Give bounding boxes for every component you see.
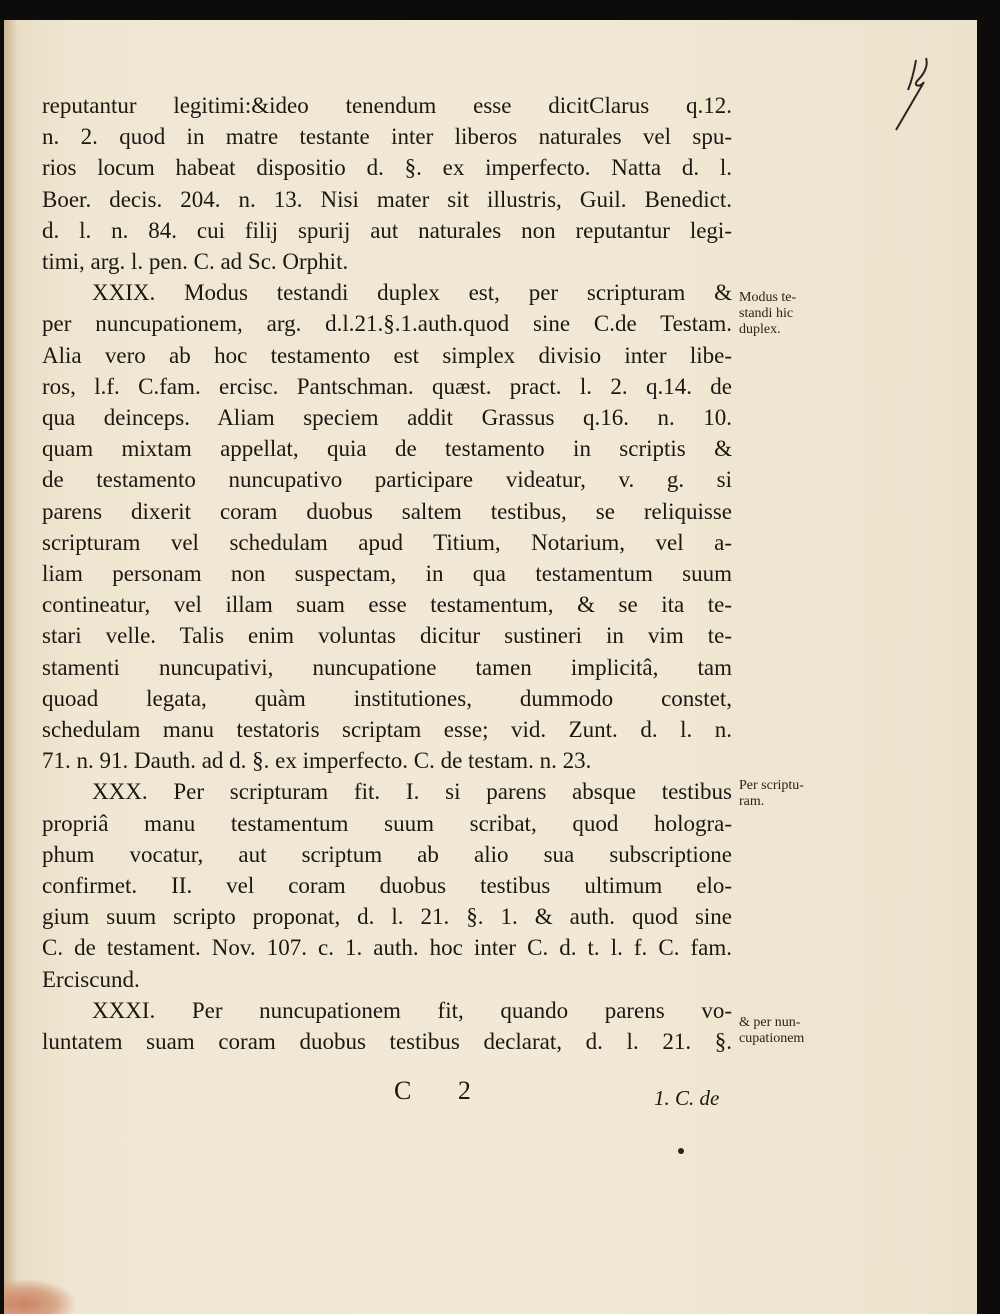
text-line: stamenti nuncupativi, nuncupatione tamen implicitâ, tam	[42, 654, 732, 680]
text-line: rios locum habeat dispositio d. §. ex imperfecto. Natta d. l.	[42, 155, 732, 181]
margin-note-scripturam	[739, 778, 849, 810]
text-line: gium suum scripto proponat, d. l. 21. §. 1. & auth. quod sine	[42, 904, 732, 930]
text-line: n. 2. quod in matre testante inter liberos naturales vel spu-	[42, 124, 732, 150]
text-line: timi, arg. l. pen. C. ad Sc. Orphit.	[42, 249, 349, 275]
margin-note-line: standi hic	[739, 306, 794, 321]
text-line: d. l. n. 84. cui filij spurij aut naturales non reputantur legi-	[42, 217, 732, 243]
page-stain	[4, 1280, 74, 1314]
text-line: luntatem suam coram duobus testibus declarat, d. l. 21. §.	[42, 1029, 732, 1055]
margin-note-line: duplex.	[739, 322, 781, 337]
signature-mark: C 2	[394, 1076, 491, 1105]
text-line: contineatur, vel illam suam esse testamentum, & se ita te-	[42, 592, 732, 618]
text-line: per nuncupationem, arg. d.l.21.§.1.auth.quod sine C.de Testam.	[42, 311, 732, 337]
margin-note-line: Per scriptu-	[739, 778, 804, 793]
text-line: confirmet. II. vel coram duobus testibus ultimum elo-	[42, 873, 732, 899]
text-line: de testamento nuncupativo participare videatur, v. g. si	[42, 467, 732, 493]
text-line: quam mixtam appellat, quia de testamento in scriptis &	[42, 436, 732, 462]
text-line: reputantur legitimi:&ideo tenendum esse dicitClarus q.12.	[42, 93, 732, 118]
text-line: XXX. Per scripturam fit. I. si parens absque testibus	[92, 779, 732, 805]
text-line: quoad legata, quàm institutiones, dummodo constet,	[42, 685, 732, 711]
text-line: qua deinceps. Aliam speciem addit Grassus q.16. n. 10.	[42, 405, 732, 431]
folio-number	[876, 50, 946, 140]
margin-note-modus	[739, 290, 849, 338]
text-line: phum vocatur, aut scriptum ab alio sua subscriptione	[42, 841, 732, 867]
text-line: propriâ manu testamentum suum scribat, quod hologra-	[42, 810, 732, 836]
text-line: liam personam non suspectam, in qua testamentum suum	[42, 561, 732, 587]
body-text	[42, 90, 732, 1057]
margin-note-line: Modus te-	[739, 290, 797, 305]
margin-note-nuncupationem	[739, 1015, 849, 1047]
text-line: parens dixerit coram duobus saltem testibus, se reliquisse	[42, 498, 732, 524]
text-line: 71. n. 91. Dauth. ad d. §. ex imperfecto. C. de testam. n. 23.	[42, 748, 592, 774]
text-line: Erciscund.	[42, 966, 140, 992]
text-line: schedulam manu testatoris scriptam esse; vid. Zunt. d. l. n.	[42, 717, 732, 743]
margin-note-line: cupationem	[739, 1031, 805, 1046]
text-line: Boer. decis. 204. n. 13. Nisi mater sit illustris, Guil. Benedict.	[42, 186, 732, 212]
margin-note-line: & per nun-	[739, 1015, 801, 1030]
margin-note-line: ram.	[739, 794, 765, 809]
text-line: stari velle. Talis enim voluntas dicitur sustineri in vim te-	[42, 623, 732, 649]
text-line: XXXI. Per nuncupationem fit, quando parens vo-	[92, 997, 732, 1023]
text-line: scripturam vel schedulam apud Titium, Notarium, vel a-	[42, 529, 732, 555]
ink-dot	[678, 1148, 684, 1154]
text-line: ros, l.f. C.fam. ercisc. Pantschman. quæst. pract. l. 2. q.14. de	[42, 373, 732, 399]
text-line: Alia vero ab hoc testamento est simplex divisio inter libe-	[42, 342, 732, 368]
text-line: XXIX. Modus testandi duplex est, per scripturam &	[92, 280, 732, 306]
catchword: 1. C. de	[654, 1086, 720, 1110]
text-line: C. de testament. Nov. 107. c. 1. auth. hoc inter C. d. t. l. f. C. fam.	[42, 935, 732, 961]
handwritten-folio-icon	[876, 50, 946, 140]
book-page	[4, 20, 977, 1314]
